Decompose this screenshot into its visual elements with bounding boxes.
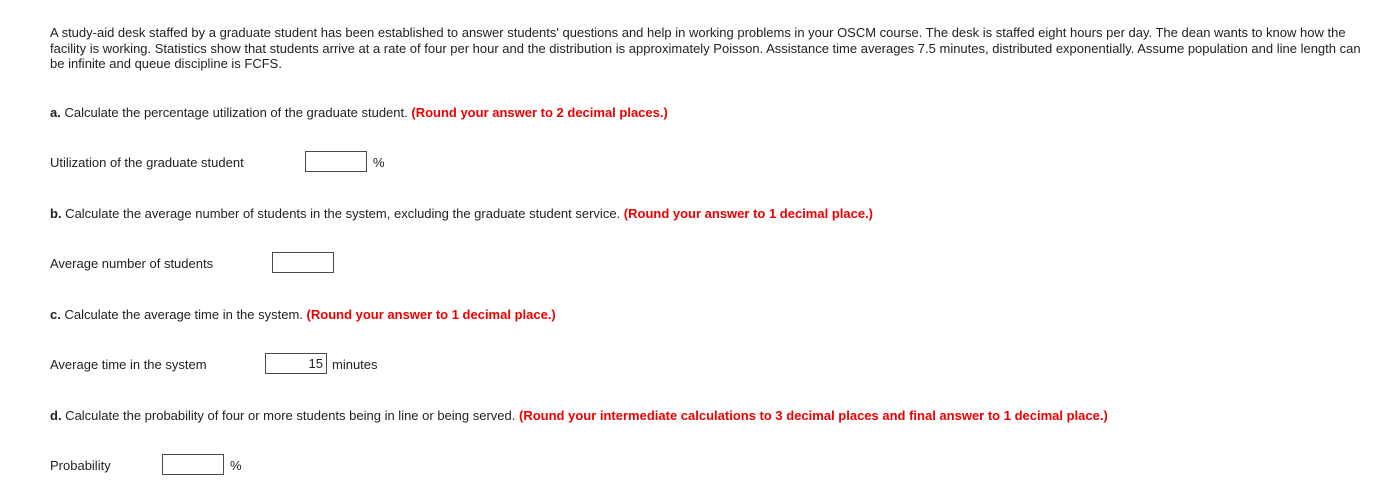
question-c-text: Calculate the average time in the system. xyxy=(60,307,307,322)
question-a xyxy=(50,105,668,120)
question-c-letter: c. xyxy=(50,307,61,322)
avg-time-input[interactable]: 15 xyxy=(265,353,327,374)
avg-time-label: Average time in the system xyxy=(50,357,207,372)
problem-statement: A study-aid desk staffed by a graduate student has been established to answer students' questions and help in working problems in your OSCM course. The desk is staffed eight hours per day. The dean wants to know how the facility is working. Statistics show that students arrive at a rate of four per hour and the distribution is approximately Poisson. Assistance time averages 7.5 minutes, distributed exponentially. Assume population and line length can be infinite and queue discipline is FCFS. xyxy=(50,25,1361,71)
question-a-instruction: (Round your answer to 2 decimal places.) xyxy=(411,105,668,120)
question-a-text: Calculate the percentage utilization of the graduate student. xyxy=(60,105,412,120)
question-a-letter: a. xyxy=(50,105,61,120)
question-d-text: Calculate the probability of four or more students being in line or being served. xyxy=(61,408,519,423)
question-b xyxy=(50,206,873,221)
question-b-instruction: (Round your answer to 1 decimal place.) xyxy=(623,206,874,221)
utilization-unit: % xyxy=(373,155,385,170)
question-b-text: Calculate the average number of students in the system, excluding the graduate student service. xyxy=(61,206,624,221)
probability-unit: % xyxy=(230,458,242,473)
question-c xyxy=(50,307,556,322)
question-d xyxy=(50,408,1108,423)
avg-students-input[interactable] xyxy=(272,252,334,273)
utilization-input[interactable] xyxy=(305,151,367,172)
probability-input[interactable] xyxy=(162,454,224,475)
question-d-letter: d. xyxy=(50,408,62,423)
question-d-instruction: (Round your intermediate calculations to 3 decimal places and final answer to 1 decimal place.) xyxy=(519,408,1108,423)
utilization-label: Utilization of the graduate student xyxy=(50,155,244,170)
probability-label: Probability xyxy=(50,458,111,473)
avg-time-unit: minutes xyxy=(332,357,378,372)
question-b-letter: b. xyxy=(50,206,62,221)
question-c-instruction: (Round your answer to 1 decimal place.) xyxy=(306,307,556,322)
avg-students-label: Average number of students xyxy=(50,256,214,271)
